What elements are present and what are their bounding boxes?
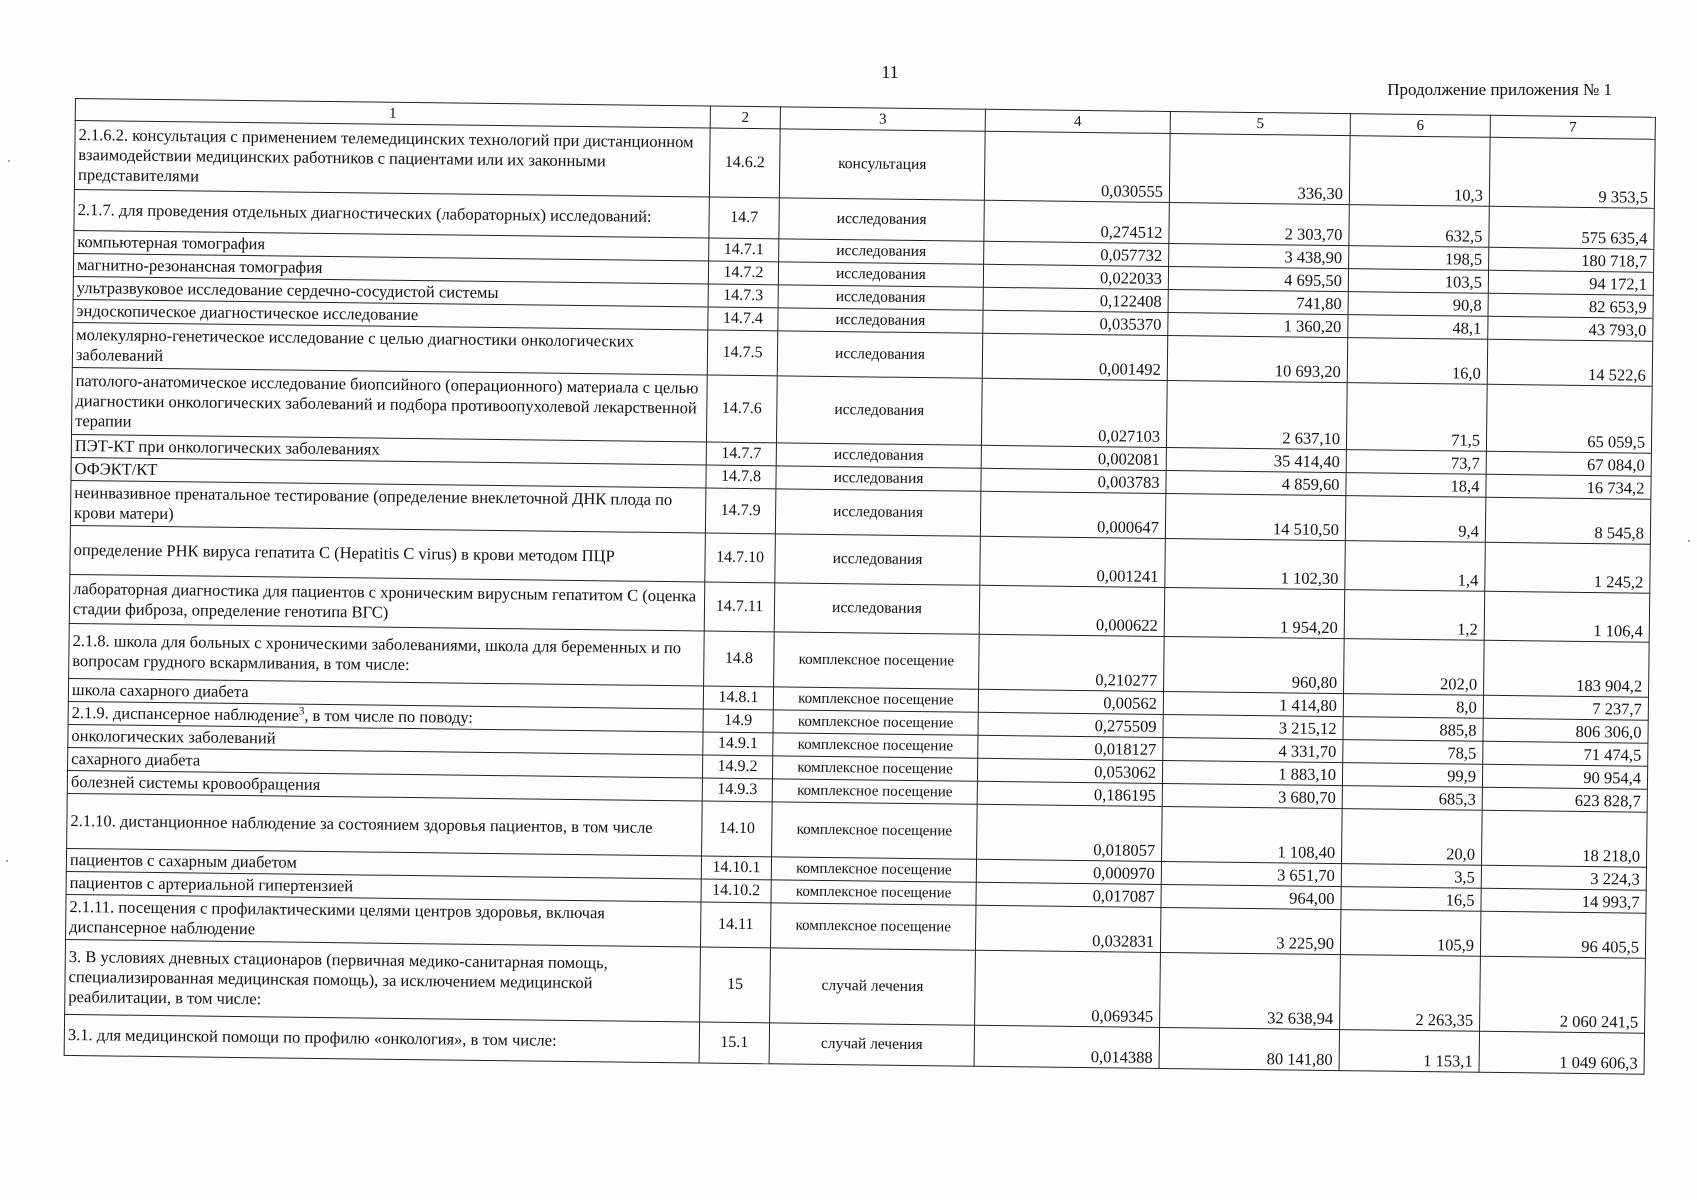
- row-unit: исследования: [779, 239, 984, 264]
- row-code: 14.10.2: [701, 879, 771, 903]
- row-value-col6: 1 153,1: [1339, 1030, 1479, 1073]
- row-value-col7: 3 224,3: [1481, 865, 1646, 890]
- scan-speck: [8, 160, 10, 162]
- row-value-col7: 16 734,2: [1486, 474, 1651, 499]
- row-value-col4: 0,210277: [979, 634, 1165, 691]
- column-header: 2: [710, 106, 780, 129]
- row-value-col4: 0,069345: [975, 950, 1161, 1027]
- row-code: 14.10: [702, 801, 773, 857]
- row-value-col7: 1 049 606,3: [1479, 1031, 1644, 1074]
- row-value-col6: 16,0: [1347, 338, 1488, 385]
- row-unit: консультация: [779, 129, 985, 200]
- row-unit: комплексное посещение: [772, 802, 978, 859]
- row-value-col5: 1 360,20: [1168, 312, 1348, 337]
- row-value-col7: 65 059,5: [1486, 384, 1652, 453]
- row-value-col7: 180 718,7: [1489, 247, 1654, 272]
- row-code: 14.7.6: [706, 375, 777, 443]
- row-unit: исследования: [777, 331, 983, 378]
- row-value-col6: 2 263,35: [1340, 955, 1481, 1032]
- row-value-col7: 183 904,2: [1484, 640, 1650, 697]
- row-name: пациентов с сахарным диабетом: [66, 848, 701, 879]
- row-name: 2.1.8. школа для больных с хроническими заболеваниями, школа для беременных и по вопросам грудного вскармливания, в том числе:: [69, 623, 705, 686]
- row-value-col4: 0,275509: [978, 712, 1163, 737]
- row-value-col5: 3 225,90: [1160, 907, 1341, 954]
- row-unit: комплексное посещение: [773, 710, 978, 735]
- row-name-tail: , в том числе по поводу:: [304, 705, 474, 727]
- row-name-text: 2.1.9. диспансерное наблюдение: [71, 703, 299, 725]
- row-name: сахарного диабета: [68, 747, 703, 778]
- row-value-col7: 1 245,2: [1485, 542, 1651, 593]
- row-value-col4: 0,001492: [982, 333, 1168, 380]
- row-value-col6: 202,0: [1344, 639, 1485, 696]
- row-value-col4: 0,274512: [984, 200, 1169, 243]
- row-name: ультразвуковое исследование сердечно-сосудистой системы: [73, 276, 708, 307]
- row-unit: комплексное посещение: [771, 880, 976, 905]
- row-unit: исследования: [776, 376, 982, 445]
- row-value-col4: 0,030555: [984, 131, 1170, 202]
- row-unit: исследования: [776, 466, 981, 491]
- column-header: 1: [75, 99, 710, 129]
- row-unit: исследования: [779, 198, 984, 241]
- row-code: 14.7.5: [707, 330, 778, 376]
- continuation-heading: Продолжение приложения № 1: [1387, 80, 1612, 99]
- row-value-col5: 960,80: [1164, 636, 1345, 693]
- row-code: 14.9.1: [703, 732, 773, 756]
- row-unit: случай лечения: [769, 1023, 974, 1066]
- row-value-col6: 685,3: [1342, 786, 1482, 811]
- row-name: 2.1.10. дистанционное наблюдение за состоянием здоровья пациентов, в том числе: [67, 793, 703, 856]
- row-code: 14.7.4: [708, 307, 778, 331]
- row-unit: исследования: [774, 583, 980, 634]
- column-header: 3: [780, 107, 985, 131]
- row-code: 14.11: [700, 902, 771, 948]
- row-value-col5: 14 510,50: [1165, 493, 1346, 540]
- row-unit: исследования: [775, 534, 981, 585]
- row-value-col4: 0,053062: [977, 758, 1162, 783]
- row-value-col4: 0,00562: [978, 689, 1163, 714]
- row-code: 14.8.1: [703, 686, 773, 710]
- row-value-col4: 0,003783: [981, 468, 1166, 493]
- tariff-table-container: [64, 98, 1655, 1075]
- row-name: эндоскопическое диагностическое исследование: [73, 299, 708, 330]
- row-unit: случай лечения: [770, 948, 976, 1025]
- row-name: ПЭТ-КТ при онкологических заболеваниях: [71, 434, 706, 465]
- row-code: 15.1: [699, 1022, 769, 1064]
- row-value-col7: 94 172,1: [1488, 270, 1653, 295]
- row-value-col5: 3 438,90: [1169, 243, 1349, 268]
- row-value-col6: 48,1: [1348, 315, 1488, 340]
- row-value-col5: 2 637,10: [1166, 380, 1347, 449]
- row-value-col6: 198,5: [1349, 246, 1489, 271]
- row-code: 14.10.1: [701, 856, 771, 880]
- row-unit: комплексное посещение: [770, 903, 976, 950]
- row-value-col5: 3 215,12: [1163, 714, 1343, 739]
- row-value-col6: 1,4: [1345, 541, 1486, 592]
- row-value-col7: 14 993,7: [1481, 888, 1646, 913]
- row-value-col5: 2 303,70: [1169, 202, 1349, 245]
- row-value-col7: 14 522,6: [1487, 339, 1653, 386]
- row-value-col5: 4 695,50: [1168, 266, 1348, 291]
- row-value-col5: 1 414,80: [1163, 691, 1343, 716]
- row-value-col6: 90,8: [1348, 292, 1488, 317]
- row-value-col5: 4 859,60: [1166, 470, 1346, 495]
- column-header: 7: [1490, 115, 1655, 139]
- row-value-col4: 0,022033: [983, 264, 1168, 289]
- row-value-col4: 0,057732: [984, 241, 1169, 266]
- row-value-col4: 0,000647: [980, 491, 1166, 538]
- row-name: болезней системы кровообращения: [67, 770, 702, 801]
- row-value-col5: 1 102,30: [1165, 538, 1346, 589]
- row-value-col6: 1,2: [1344, 590, 1485, 641]
- row-value-col5: 3 680,70: [1162, 783, 1342, 808]
- row-code: 14.7.9: [705, 488, 776, 534]
- row-value-col6: 73,7: [1346, 450, 1486, 475]
- row-name: 2.1.6.2. консультация с применением телемедицинских технологий при дистанционном взаимодействии медицинских работников с пациентами или их законными представителями: [74, 121, 710, 198]
- row-value-col4: 0,186195: [977, 781, 1162, 806]
- row-value-col6: 78,5: [1343, 740, 1483, 765]
- row-value-col7: 96 405,5: [1480, 911, 1646, 958]
- row-value-col7: 2 060 241,5: [1480, 956, 1646, 1033]
- row-name: 3. В условиях дневных стационаров (первичная медико-санитарная помощь, специализированная медицинская помощь), за исключением медицинской реабилитации, в том числе:: [65, 939, 701, 1022]
- row-value-col4: 0,122408: [983, 287, 1168, 312]
- row-value-col5: 80 141,80: [1159, 1027, 1339, 1070]
- row-value-col5: 10 693,20: [1167, 335, 1348, 382]
- column-header: 4: [985, 109, 1170, 133]
- row-value-col6: 16,5: [1341, 887, 1481, 912]
- row-unit: комплексное посещение: [773, 733, 978, 758]
- row-unit: исследования: [778, 308, 983, 333]
- row-code: 14.7.7: [706, 442, 776, 466]
- row-code: 14.9: [703, 709, 773, 733]
- row-value-col4: 0,017087: [976, 882, 1161, 907]
- row-name: пациентов с артериальной гипертензией: [66, 871, 701, 902]
- page-number: 11: [881, 62, 899, 82]
- row-value-col5: 4 331,70: [1163, 737, 1343, 762]
- row-name: магнитно-резонансная томография: [73, 253, 708, 284]
- row-code: 14.7: [709, 197, 779, 239]
- row-code: 14.6.2: [709, 128, 780, 198]
- row-value-col5: 32 638,94: [1160, 952, 1341, 1029]
- row-name: неинвазивное пренатальное тестирование (определение внеклеточной ДНК плода по крови матери): [70, 480, 705, 533]
- row-value-col5: 1 954,20: [1164, 587, 1345, 638]
- row-value-col5: 741,80: [1168, 289, 1348, 314]
- row-value-col4: 0,014388: [974, 1025, 1159, 1068]
- row-name: ОФЭКТ/КТ: [71, 457, 706, 488]
- row-value-col6: 20,0: [1342, 809, 1483, 866]
- row-value-col6: 632,5: [1349, 205, 1489, 248]
- row-value-col6: 71,5: [1346, 383, 1487, 452]
- column-header: 5: [1170, 112, 1350, 136]
- row-value-col6: 18,4: [1346, 473, 1486, 498]
- row-value-col4: 0,018057: [977, 804, 1163, 861]
- row-name: 2.1.11. посещения с профилактическими целями центров здоровья, включая диспансерное наблюдение: [66, 894, 701, 947]
- row-name: компьютерная томография: [74, 230, 709, 261]
- row-code: 14.7.11: [704, 582, 775, 632]
- row-code: 14.7.8: [706, 465, 776, 489]
- row-code: 14.8: [704, 631, 775, 687]
- row-name: онкологических заболеваний: [68, 724, 703, 755]
- scan-speck: [6, 860, 8, 862]
- row-value-col4: 0,001241: [980, 536, 1166, 587]
- row-value-col7: 575 635,4: [1489, 206, 1654, 249]
- row-unit: комплексное посещение: [772, 756, 977, 781]
- row-value-col7: 8 545,8: [1485, 497, 1651, 544]
- row-value-col4: 0,027103: [981, 378, 1167, 447]
- row-unit: исследования: [775, 489, 981, 536]
- row-value-col5: 1 108,40: [1162, 806, 1343, 863]
- row-value-col6: 99,9: [1342, 763, 1482, 788]
- row-value-col6: 3,5: [1341, 864, 1481, 889]
- row-value-col6: 10,3: [1349, 136, 1490, 207]
- row-code: 14.9.3: [702, 778, 772, 802]
- row-name: определение РНК вируса гепатита С (Hepatitis C virus) в крови методом ПЦР: [70, 525, 706, 582]
- row-value-col7: 9 353,5: [1489, 137, 1655, 208]
- row-value-col4: 0,000970: [976, 859, 1161, 884]
- row-value-col7: 806 306,0: [1483, 718, 1648, 743]
- row-unit: исследования: [778, 285, 983, 310]
- row-unit: комплексное посещение: [772, 779, 977, 804]
- row-unit: комплексное посещение: [774, 632, 980, 689]
- row-value-col6: 103,5: [1348, 269, 1488, 294]
- row-value-col4: 0,000622: [979, 585, 1165, 636]
- row-name: молекулярно-генетическое исследование с целью диагностики онкологических заболеваний: [72, 322, 707, 375]
- tariff-table: [64, 98, 1656, 1075]
- row-value-col7: 43 793,0: [1488, 316, 1653, 341]
- row-value-col7: 71 474,5: [1483, 741, 1648, 766]
- row-name: школа сахарного диабета: [68, 678, 703, 709]
- row-code: 14.7.10: [705, 533, 776, 583]
- row-name: патолого-анатомическое исследование биопсийного (операционного) материала с целью диагностики онкологических заболеваний и подбора противоопухолевой лекарственной терапии: [72, 367, 708, 442]
- column-header: 6: [1350, 114, 1490, 138]
- row-code: 15: [700, 947, 771, 1023]
- row-value-col4: 0,002081: [981, 445, 1166, 470]
- scan-speck: [1688, 540, 1690, 542]
- row-code: 14.7.1: [709, 238, 779, 262]
- row-value-col7: 18 218,0: [1481, 810, 1647, 867]
- row-name: 3.1. для медицинской помощи по профилю «онкология», в том числе:: [64, 1014, 699, 1063]
- row-code: 14.7.3: [708, 284, 778, 308]
- row-unit: исследования: [778, 262, 983, 287]
- row-unit: комплексное посещение: [773, 687, 978, 712]
- row-value-col4: 0,018127: [978, 735, 1163, 760]
- row-value-col5: 35 414,40: [1166, 447, 1346, 472]
- row-code: 14.9.2: [702, 755, 772, 779]
- row-value-col4: 0,032831: [975, 905, 1161, 952]
- row-value-col4: 0,035370: [983, 310, 1168, 335]
- row-value-col5: 964,00: [1161, 884, 1341, 909]
- row-code: 14.7.2: [708, 261, 778, 285]
- row-name: лабораторная диагностика для пациентов с хроническим вирусным гепатитом С (оценка стадии фиброза, определение генотипа ВГС): [69, 574, 705, 631]
- row-value-col6: 8,0: [1343, 694, 1483, 719]
- row-value-col5: 336,30: [1169, 133, 1350, 204]
- row-value-col6: 9,4: [1345, 496, 1486, 543]
- row-value-col7: 1 106,4: [1484, 591, 1650, 642]
- row-value-col7: 67 084,0: [1486, 451, 1651, 476]
- row-value-col7: 90 954,4: [1482, 764, 1647, 789]
- row-value-col7: 623 828,7: [1482, 787, 1647, 812]
- row-value-col6: 105,9: [1340, 910, 1481, 957]
- row-unit: комплексное посещение: [771, 857, 976, 882]
- row-value-col7: 82 653,9: [1488, 293, 1653, 318]
- row-value-col7: 7 237,7: [1483, 695, 1648, 720]
- row-value-col6: 885,8: [1343, 717, 1483, 742]
- footnote-marker: 3: [298, 705, 305, 718]
- row-unit: исследования: [776, 443, 981, 468]
- row-value-col5: 3 651,70: [1161, 861, 1341, 886]
- row-name: 2.1.7. для проведения отдельных диагностических (лабораторных) исследований:: [74, 189, 709, 238]
- row-value-col5: 1 883,10: [1162, 760, 1342, 785]
